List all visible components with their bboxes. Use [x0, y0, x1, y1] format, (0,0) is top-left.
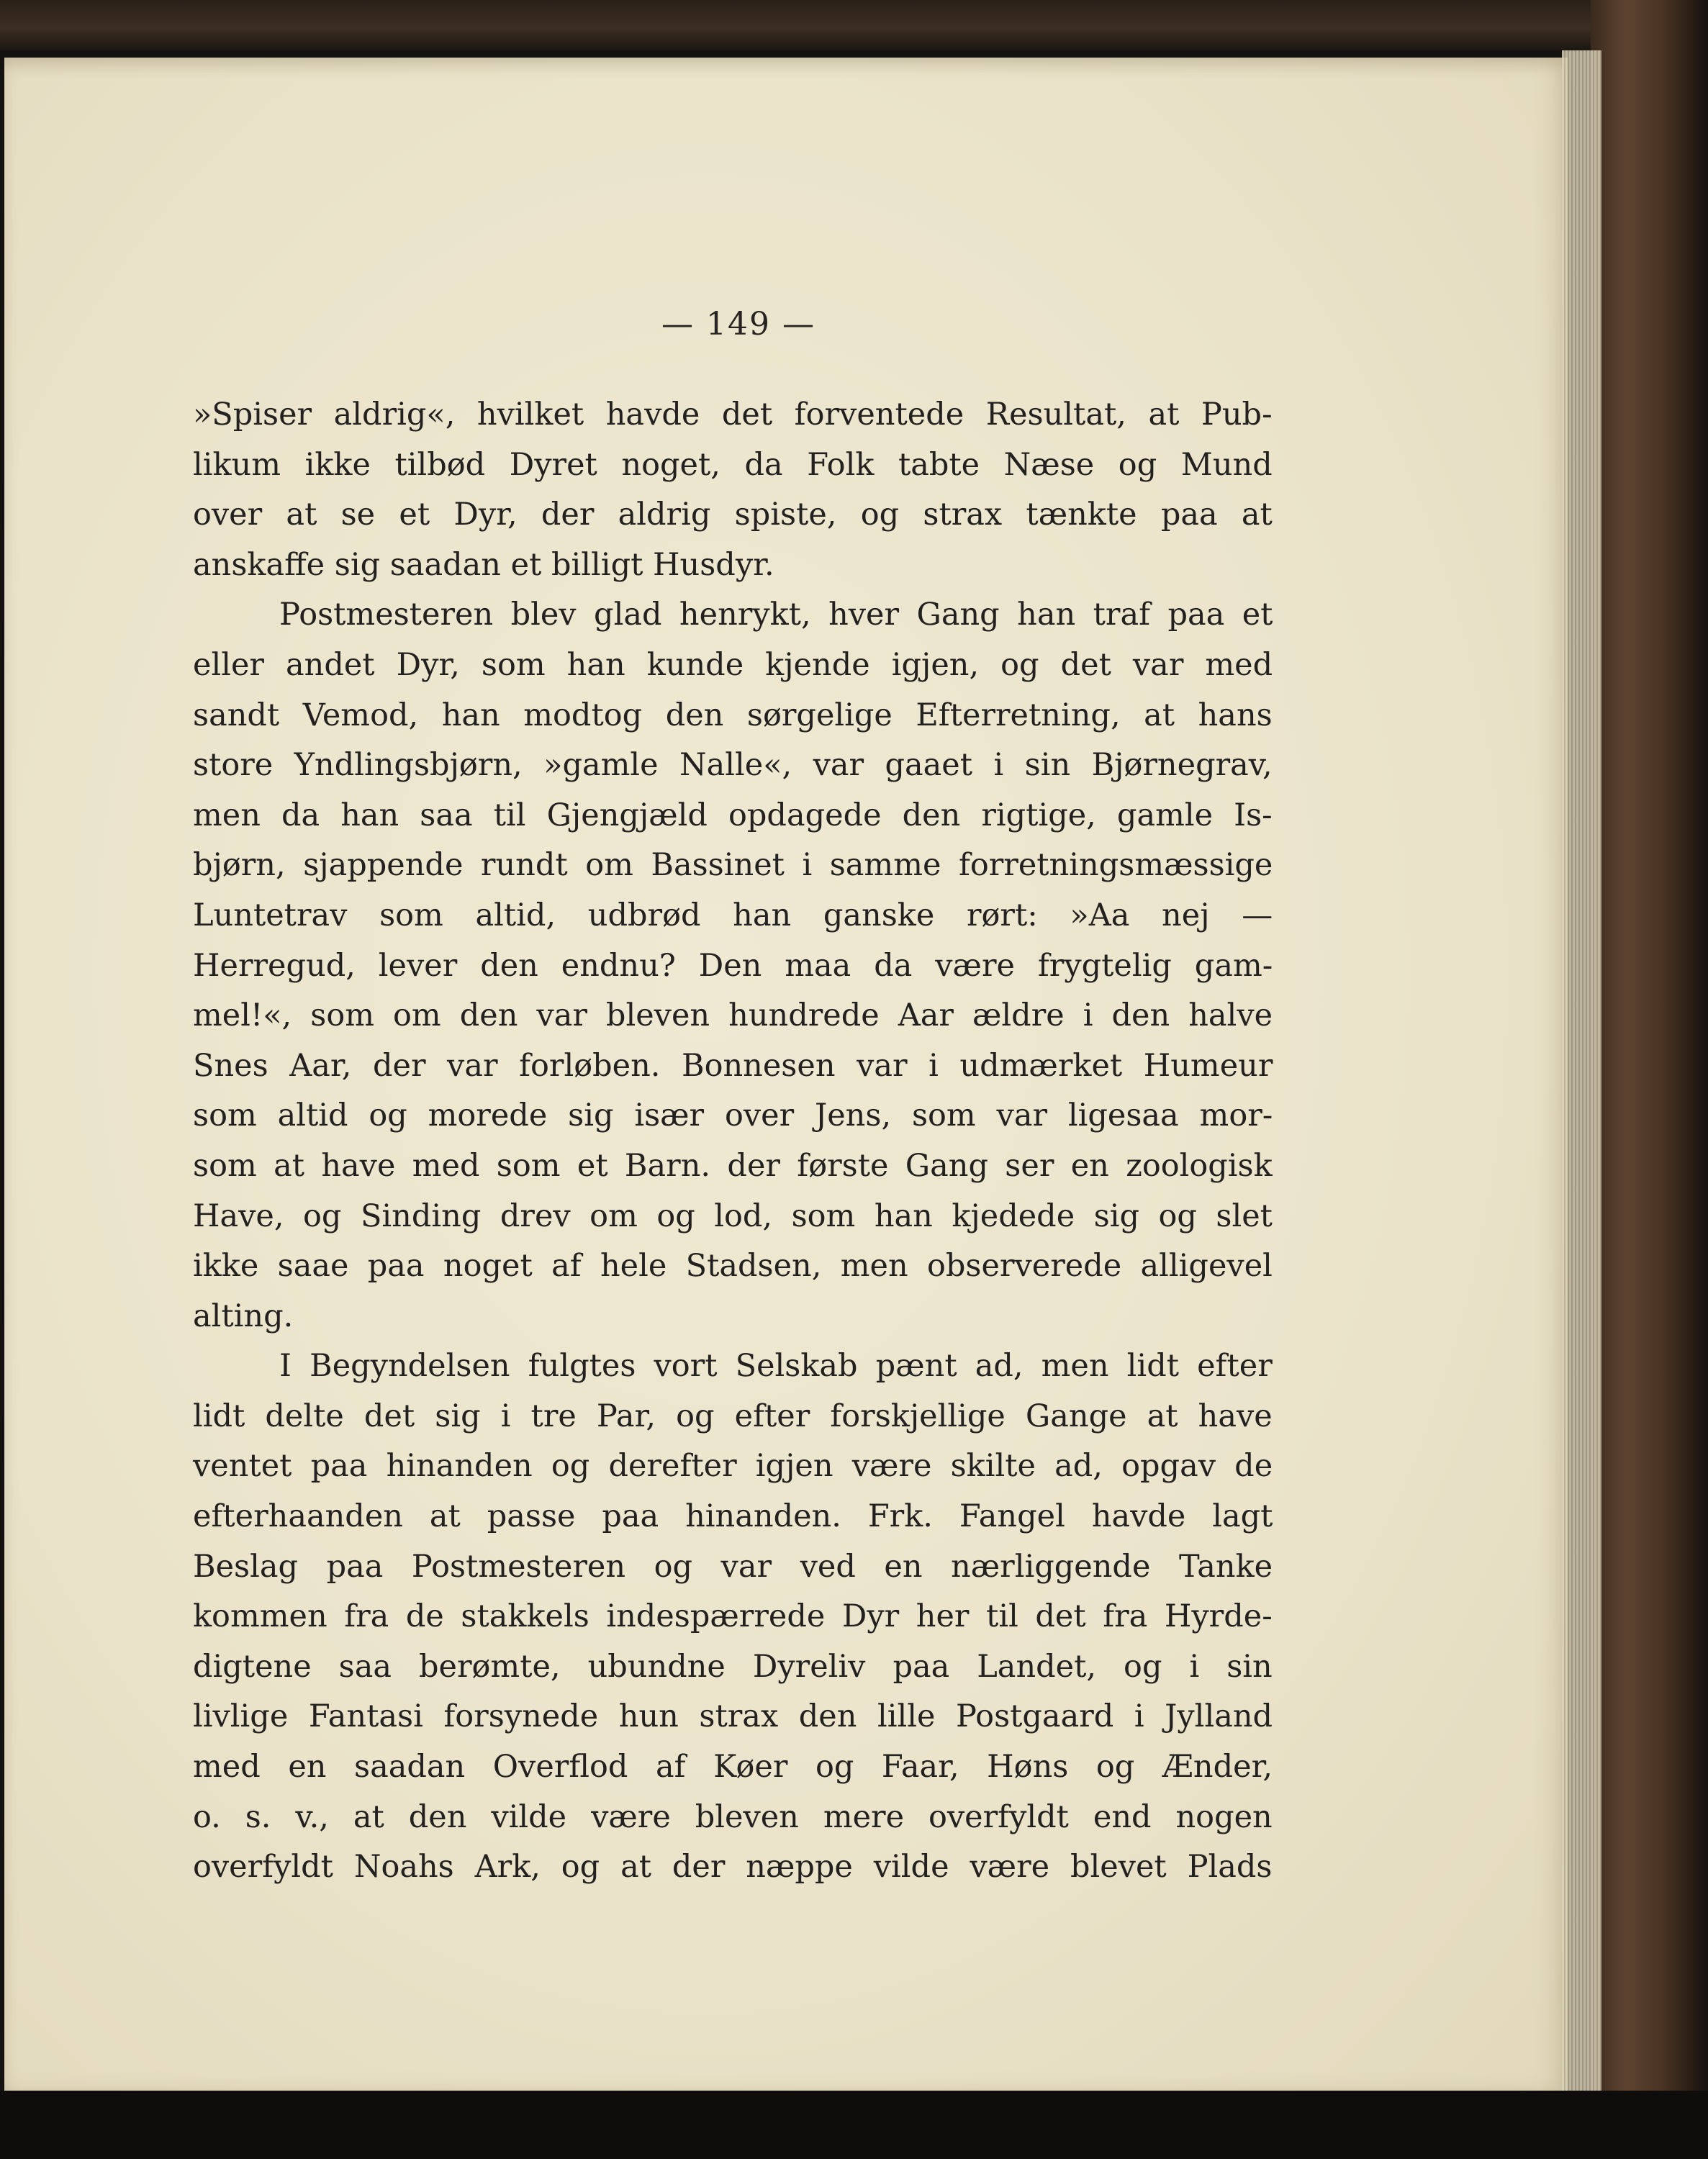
text-line: digtene saa berømte, ubundne Dyreliv paa Landet, og i sin: [193, 1648, 1273, 1685]
text-line: Beslag paa Postmesteren og var ved en nærliggende Tanke: [193, 1548, 1273, 1585]
text-line: o. s. v., at den vilde være bleven mere overfyldt end nogen: [193, 1798, 1273, 1835]
text-line: eller andet Dyr, som han kunde kjende igjen, og det var med: [193, 646, 1273, 683]
text-line: alting.: [193, 1298, 294, 1334]
book-cover-edge: [1591, 0, 1708, 2159]
text-line: sandt Vemod, han modtog den sørgelige Efterretning, at hans: [193, 697, 1273, 733]
page-number: — 149 —: [661, 306, 815, 343]
page-edges: [1562, 50, 1601, 2094]
text-line: I Begyndelsen fulgtes vort Selskab pænt ad, men lidt efter: [279, 1348, 1273, 1385]
text-line: Postmesteren blev glad henrykt, hver Gang han traf paa et: [279, 597, 1273, 633]
text-line: med en saadan Overflod af Køer og Faar, Høns og Ænder,: [193, 1749, 1273, 1785]
text-line: Snes Aar, der var forløben. Bonnesen var i udmærket Humeur: [193, 1047, 1273, 1084]
text-line: ventet paa hinanden og derefter igjen være skilte ad, opgav de: [193, 1448, 1273, 1485]
text-line: store Yndlingsbjørn, »gamle Nalle«, var gaaet i sin Bjørnegrav,: [193, 747, 1273, 784]
book-top-edge: [0, 0, 1708, 50]
text-line: efterhaanden at passe paa hinanden. Frk. Fangel havde lagt: [193, 1498, 1273, 1535]
text-line: overfyldt Noahs Ark, og at der næppe vilde være blevet Plads: [193, 1849, 1273, 1886]
text-line: anskaffe sig saadan et billigt Husdyr.: [193, 546, 774, 583]
text-line: Have, og Sinding drev om og lod, som han kjedede sig og slet: [193, 1198, 1273, 1234]
text-line: lidt delte det sig i tre Par, og efter forskjellige Gange at have: [193, 1398, 1273, 1434]
text-line: som at have med som et Barn. der første Gang ser en zoologisk: [193, 1147, 1273, 1184]
text-line: som altid og morede sig især over Jens, som var ligesaa mor-: [193, 1097, 1273, 1134]
text-line: Herregud, lever den endnu? Den maa da være frygtelig gam-: [193, 947, 1273, 984]
text-line: »Spiser aldrig«, hvilket havde det forventede Resultat, at Pub-: [193, 397, 1273, 433]
text-line: Luntetrav som altid, udbrød han ganske rørt: »Aa nej —: [193, 897, 1273, 933]
text-line: likum ikke tilbød Dyret noget, da Folk tabte Næse og Mund: [193, 446, 1273, 483]
body-text: [193, 390, 1273, 1893]
book-page: [4, 58, 1568, 2093]
book-bottom-edge: [0, 2091, 1708, 2159]
text-line: mel!«, som om den var bleven hundrede Aar ældre i den halve: [193, 997, 1273, 1034]
text-line: men da han saa til Gjengjæld opdagede den rigtige, gamle Is-: [193, 797, 1273, 833]
text-line: ikke saae paa noget af hele Stadsen, men observerede alligevel: [193, 1248, 1273, 1285]
text-line: bjørn, sjappende rundt om Bassinet i samme forretningsmæssige: [193, 847, 1273, 884]
text-line: livlige Fantasi forsynede hun strax den lille Postgaard i Jylland: [193, 1698, 1273, 1735]
text-line: over at se et Dyr, der aldrig spiste, og strax tænkte paa at: [193, 497, 1273, 533]
text-line: kommen fra de stakkels indespærrede Dyr her til det fra Hyrde-: [193, 1598, 1273, 1635]
